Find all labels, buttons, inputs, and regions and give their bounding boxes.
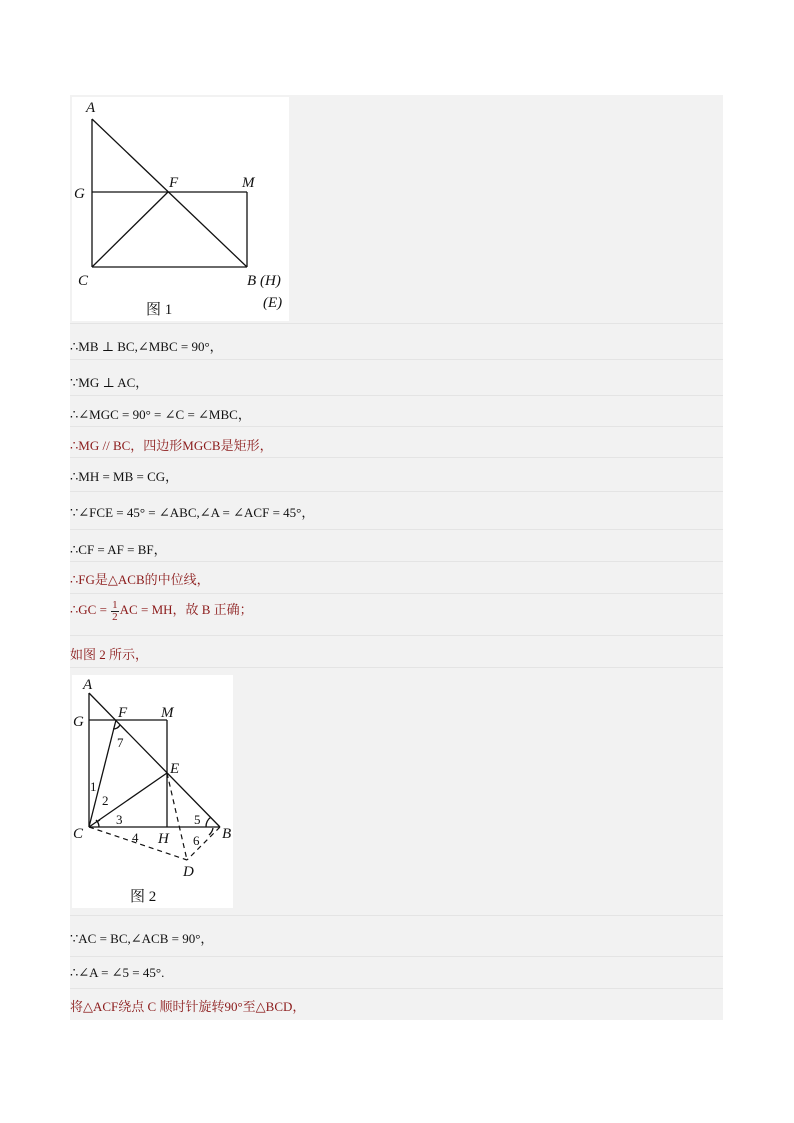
fig2-caption: 图 2	[130, 889, 157, 905]
fig1-label-B: B	[247, 273, 257, 289]
document-page	[70, 95, 723, 1020]
fig2-label-G: G	[73, 714, 84, 730]
fig2-angle-6: 6	[193, 833, 200, 848]
fraction-half	[111, 600, 119, 623]
fig2-label-A: A	[83, 677, 93, 693]
text-line-10: ∴∠A = ∠5 = 45°.	[70, 965, 165, 980]
figure-1-diagram	[72, 97, 289, 321]
fig1-label-A: A	[86, 100, 96, 116]
fig1-caption: 图 1	[146, 302, 173, 318]
frac-suffix: AC = MH，故 B 正确；	[119, 602, 253, 617]
text-line-2: ∵MG ⊥ AC，	[70, 375, 149, 390]
fig2-angle-3: 3	[116, 812, 123, 827]
text-line-11: 将△ACF绕点 C 顺时针旋转90°至△BCD，	[70, 999, 306, 1014]
text-line-fraction	[70, 599, 723, 623]
text-line-fig2-intro: 如图 2 所示，	[70, 647, 149, 662]
figure-1	[72, 97, 289, 321]
text-line-3: ∴∠MGC = 90° = ∠C = ∠MBC，	[70, 407, 251, 422]
text-line-6: ∵∠FCE = 45° = ∠ABC,∠A = ∠ACF = 45°，	[70, 505, 315, 520]
text-line-9: ∵AC = BC,∠ACB = 90°，	[70, 931, 214, 946]
fig1-label-E: (E)	[263, 295, 283, 311]
frac-denominator: 2	[112, 610, 118, 623]
fig2-angle-4: 4	[132, 830, 139, 845]
fig2-label-C: C	[73, 826, 84, 842]
fig1-label-H: (H)	[260, 273, 281, 289]
text-line-1: ∴MB ⊥ BC,∠MBC = 90°，	[70, 339, 223, 354]
fig2-label-F: F	[118, 705, 128, 721]
text-line-8: ∴FG是△ACB的中位线，	[70, 572, 210, 587]
fig2-angle-2: 2	[102, 793, 109, 808]
text-line-7: ∴CF = AF = BF，	[70, 542, 167, 557]
figure-2-diagram	[72, 675, 233, 908]
fig2-label-H: H	[158, 831, 169, 847]
fig1-label-C: C	[78, 273, 89, 289]
fig2-angle-5: 5	[194, 812, 201, 827]
fig1-label-M: M	[242, 175, 255, 191]
fig2-label-D: D	[183, 864, 194, 880]
figure-2	[72, 675, 233, 908]
fig1-label-F: F	[169, 175, 179, 191]
fig2-label-M: M	[161, 705, 174, 721]
fig1-label-G: G	[74, 186, 85, 202]
fig2-label-B: B	[222, 826, 232, 842]
text-line-5: ∴MH = MB = CG，	[70, 469, 179, 484]
fig2-angle-1: 1	[90, 779, 97, 794]
frac-prefix: ∴GC =	[70, 602, 111, 617]
fig2-label-E: E	[170, 761, 180, 777]
fig2-angle-7: 7	[117, 735, 124, 750]
text-line-4: ∴MG // BC，四边形MGCB是矩形，	[70, 438, 273, 453]
frac-numerator: 1	[112, 598, 118, 611]
